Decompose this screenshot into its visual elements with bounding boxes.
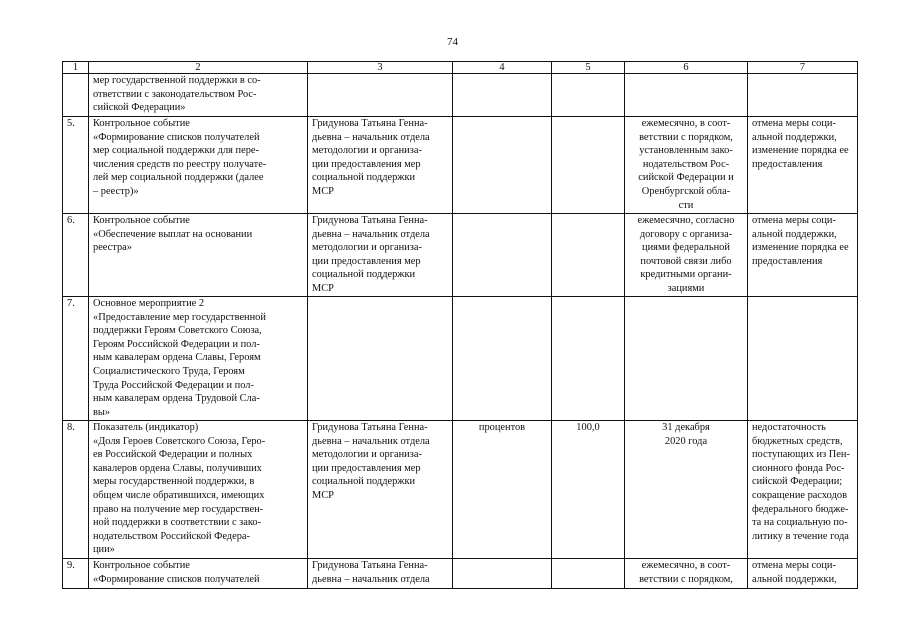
risk-cell [748, 297, 858, 421]
risk-cell: недостаточность бюджетных средств, поступающих из Пен- сионного фонда Рос- сийской Федерации; сокращение расходов федерального бюдже- та на социальную по- литику в течение года [748, 421, 858, 559]
unit-cell: процентов [453, 421, 552, 559]
event-cell: мер государственной поддержки в со- ответствии с законодательством Рос- сийской Федерации» [89, 74, 308, 117]
row-number: 8. [63, 421, 89, 559]
column-header-4: 4 [453, 62, 552, 74]
unit-cell [453, 74, 552, 117]
table-row [63, 74, 858, 117]
risk-cell: отмена меры соци- альной поддержки, изменение порядка ее предоставления [748, 117, 858, 214]
event-cell: Контрольное событие «Формирование списков получателей [89, 559, 308, 589]
deadline-cell: ежемесячно, согласно договору с организа- циями федеральной почтовой связи либо кредитными органи- зациями [625, 214, 748, 297]
value-cell: 100,0 [552, 421, 625, 559]
value-cell [552, 559, 625, 589]
value-cell [552, 117, 625, 214]
value-cell [552, 74, 625, 117]
unit-cell [453, 559, 552, 589]
value-cell [552, 214, 625, 297]
responsible-cell [308, 74, 453, 117]
document-table [62, 61, 858, 589]
deadline-cell: ежемесячно, в соот- ветствии с порядком, [625, 559, 748, 589]
responsible-cell [308, 297, 453, 421]
column-header-2: 2 [89, 62, 308, 74]
unit-cell [453, 117, 552, 214]
deadline-cell [625, 297, 748, 421]
unit-cell [453, 297, 552, 421]
column-header-1: 1 [63, 62, 89, 74]
risk-cell: отмена меры соци- альной поддержки, [748, 559, 858, 589]
responsible-cell: Гридунова Татьяна Генна- дьевна – начальник отдела методологии и организа- ции предоставления мер социальной поддержки МСР [308, 421, 453, 559]
event-cell: Показатель (индикатор) «Доля Героев Советского Союза, Геро- ев Российской Федерации и полных кавалеров ордена Славы, получивших меры государственной поддержки, в общем числе обратившихся, имеющих право на получение мер государствен- ной поддержки в соответствии с зако- нодательством Российской Федера- ции» [89, 421, 308, 559]
column-header-5: 5 [552, 62, 625, 74]
table-row [63, 117, 858, 214]
responsible-cell: Гридунова Татьяна Генна- дьевна – начальник отдела [308, 559, 453, 589]
row-number [63, 74, 89, 117]
table-row [63, 421, 858, 559]
row-number: 5. [63, 117, 89, 214]
table-row [63, 214, 858, 297]
row-number: 9. [63, 559, 89, 589]
value-cell [552, 297, 625, 421]
row-number: 6. [63, 214, 89, 297]
event-cell: Контрольное событие «Формирование списков получателей мер социальной поддержки для пере- числения средств по реестру получате- лей мер социальной поддержки (далее – реестр)» [89, 117, 308, 214]
event-cell: Контрольное событие «Обеспечение выплат на основании реестра» [89, 214, 308, 297]
column-header-6: 6 [625, 62, 748, 74]
row-number: 7. [63, 297, 89, 421]
responsible-cell: Гридунова Татьяна Генна- дьевна – начальник отдела методологии и организа- ции предоставления мер социальной поддержки МСР [308, 117, 453, 214]
table-row [63, 559, 858, 589]
deadline-cell [625, 74, 748, 117]
page-number: 74 [447, 36, 458, 48]
responsible-cell: Гридунова Татьяна Генна- дьевна – начальник отдела методологии и организа- ции предоставления мер социальной поддержки МСР [308, 214, 453, 297]
event-cell: Основное мероприятие 2 «Предоставление мер государственной поддержки Героям Советского Союза, Героям Российской Федерации и пол- ным кавалерам ордена Славы, Героям Социалистического Труда, Героям Труда Российской Федерации и пол- ным кавалерам ордена Трудовой Сла- вы» [89, 297, 308, 421]
header-row [63, 62, 858, 74]
column-header-3: 3 [308, 62, 453, 74]
risk-cell: отмена меры соци- альной поддержки, изменение порядка ее предоставления [748, 214, 858, 297]
deadline-cell: ежемесячно, в соот- ветствии с порядком, установленным зако- нодательством Рос- сийской Федерации и Оренбургской обла- сти [625, 117, 748, 214]
column-header-7: 7 [748, 62, 858, 74]
deadline-cell: 31 декабря 2020 года [625, 421, 748, 559]
table-row [63, 297, 858, 421]
unit-cell [453, 214, 552, 297]
risk-cell [748, 74, 858, 117]
